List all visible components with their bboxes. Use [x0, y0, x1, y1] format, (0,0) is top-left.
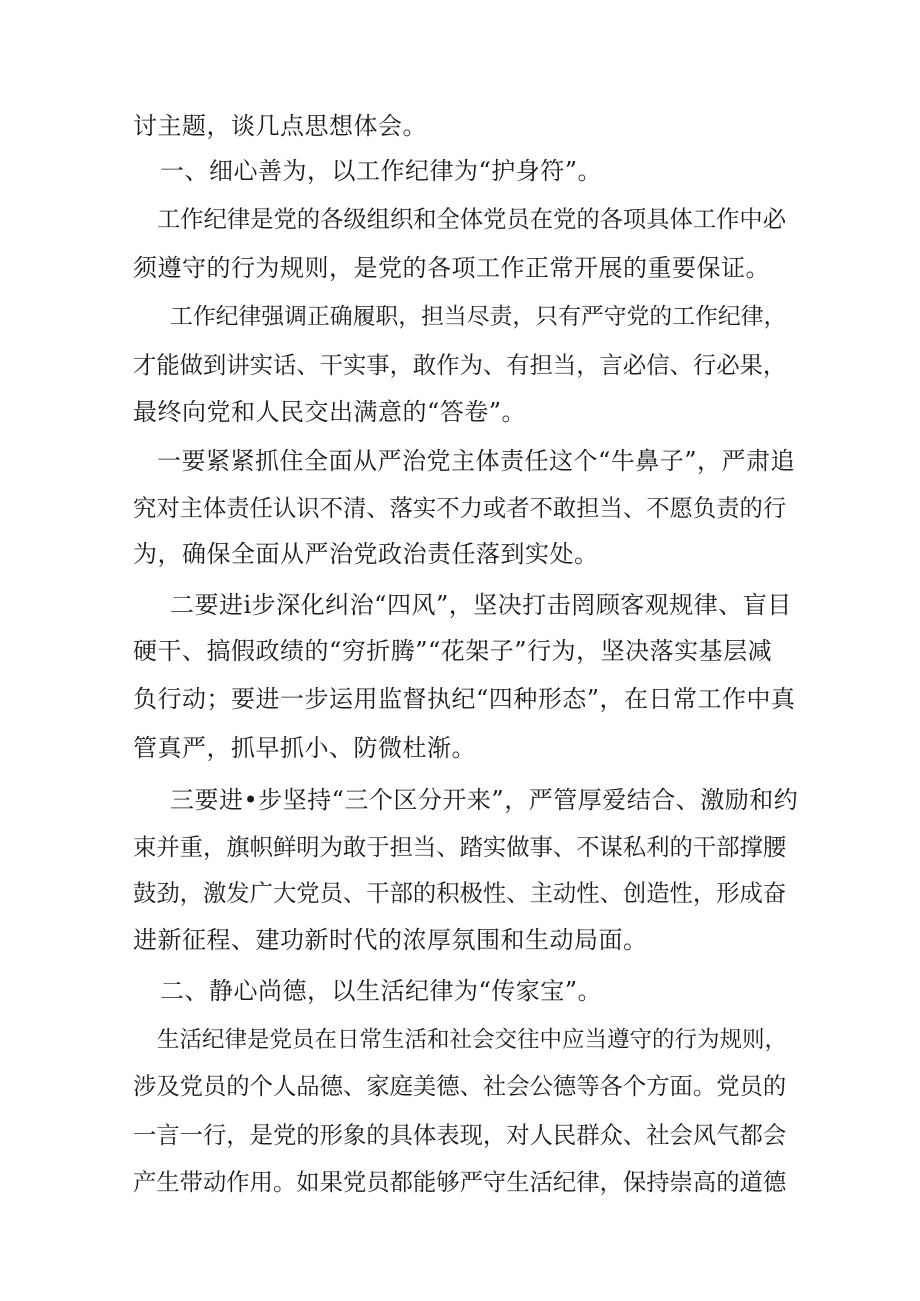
text-line: 究对主体责任认识不清、落实不力或者不敢担当、不愿负责的行: [133, 494, 787, 522]
text-line: 工作纪律强调正确履职，担当尽责，只有严守党的工作纪律，: [170, 304, 787, 330]
text-line: 一要紧紧抓住全面从严治党主体责任这个“牛鼻子”，严肃追: [157, 447, 796, 475]
text-line: 硬干、搞假政绩的“穷折腾”“花架子”行为，坚决落实基层减: [133, 637, 773, 665]
text-line: 生活纪律是党员在日常生活和社会交往中应当遵守的行为规则，: [157, 1027, 788, 1053]
text-line: 三要进•步坚持“三个区分开来”，严管厚爱结合、激励和约: [170, 786, 799, 814]
section-heading-1: 一、细心善为，以工作纪律为“护身符”。: [160, 157, 603, 185]
text-line: 束并重，旗帜鲜明为敢于担当、踏实做事、不谋私利的干部撑腰: [133, 833, 787, 861]
text-line: 须遵守的行为规则，是党的各项工作正常开展的重要保证。: [133, 254, 770, 282]
text-line: 负行动；要进一步运用监督执纪“四种形态”，在日常工作中真: [133, 685, 796, 713]
text-line: 鼓劲，激发广大党员、干部的积极性、主动性、创造性，形成奋: [133, 879, 787, 907]
text-line: 工作纪律是党的各级组织和全体党员在党的各项具体工作中必: [157, 206, 787, 233]
text-line: 一言一行，是党的形象的具体表现，对人民群众、社会风气都会: [133, 1121, 787, 1149]
text-line: 涉及党员的个人品德、家庭美德、社会公德等各个方面。党员的: [133, 1072, 787, 1100]
text-line: 才能做到讲实话、干实事，敢作为、有担当，言必信、行必果，: [133, 351, 787, 379]
section-heading-2: 二、静心尚德，以生活纪律为“传家宝”。: [160, 977, 603, 1005]
text-line: 进新征程、建功新时代的浓厚氛围和生动局面。: [133, 926, 648, 954]
text-line: 最终向党和人民交出满意的“答卷”。: [133, 398, 527, 426]
text-line: 为，确保全面从严治党政治责任落到实处。: [133, 540, 599, 568]
text-line: 管真严，抓早抓小、防微杜渐。: [133, 734, 476, 762]
text-line: 二要进i步深化纠治“四风”，坚决打击罔顾客观规律、盲目: [170, 591, 792, 619]
text-line: 讨主题，谈几点思想体会。: [133, 112, 427, 140]
text-line: 产生带动作用。如果党员都能够严守生活纪律，保持崇高的道德: [133, 1168, 787, 1196]
